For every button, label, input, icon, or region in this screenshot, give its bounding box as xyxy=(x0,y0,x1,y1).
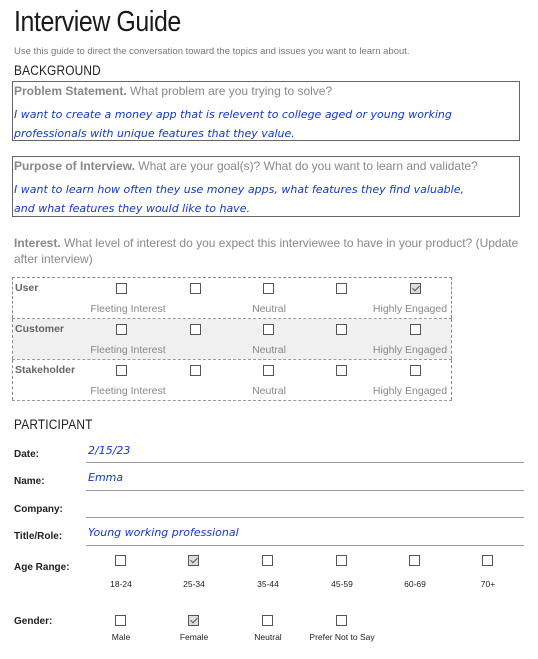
row-label: Customer xyxy=(15,323,65,335)
age-checkbox-70-plus[interactable] xyxy=(482,555,493,566)
age-option-label: 70+ xyxy=(480,579,496,589)
gender-option-label: Neutral xyxy=(254,632,282,642)
interest-checkbox[interactable] xyxy=(336,365,347,376)
interest-row-user xyxy=(13,278,452,319)
problem-statement-question: Problem Statement. What problem are you trying to solve? xyxy=(14,84,333,98)
row-label: User xyxy=(15,282,39,294)
age-option-label: 25-34 xyxy=(183,579,205,589)
age-checkbox-60-69[interactable] xyxy=(409,555,420,566)
gender-label: Gender: xyxy=(14,616,53,627)
scale-label: Fleeting Interest xyxy=(90,344,166,356)
name-value: Emma xyxy=(88,471,124,484)
age-checkbox-45-59[interactable] xyxy=(336,555,347,566)
title-role-label: Title/Role: xyxy=(14,531,63,542)
interest-checkbox[interactable] xyxy=(263,324,274,335)
date-field[interactable] xyxy=(86,462,524,463)
page-subtitle: Use this guide to direct the conversation toward the topics and issues you want to learn about. xyxy=(14,46,410,57)
page-title: Interview Guide xyxy=(14,6,181,38)
interest-checkbox[interactable] xyxy=(410,365,421,376)
interest-checkbox[interactable] xyxy=(336,283,347,294)
age-option-label: 60-69 xyxy=(404,579,426,589)
interest-checkbox[interactable] xyxy=(190,365,201,376)
purpose-answer: I want to learn how often they use money apps, what features they find valuable, and what features they would like to have. xyxy=(14,183,464,215)
name-label: Name: xyxy=(14,476,45,487)
interest-checkbox[interactable] xyxy=(410,324,421,335)
purpose-question: Purpose of Interview. What are your goal(s)? What do you want to learn and validate? xyxy=(14,159,478,173)
interest-row-customer xyxy=(13,319,452,360)
gender-option-label: Male xyxy=(111,632,131,642)
interest-checkbox[interactable] xyxy=(190,283,201,294)
participant-heading: PARTICIPANT xyxy=(14,417,93,432)
age-checkbox-25-34[interactable] xyxy=(188,555,199,566)
date-value: 2/15/23 xyxy=(88,444,131,457)
purpose-field[interactable] xyxy=(12,156,520,217)
company-label: Company: xyxy=(14,504,63,515)
scale-label: Fleeting Interest xyxy=(90,303,166,315)
title-role-value: Young working professional xyxy=(88,526,239,539)
age-option-label: 18-24 xyxy=(110,579,132,589)
gender-checkbox-neutral[interactable] xyxy=(262,615,273,626)
gender-option-label: Female xyxy=(179,632,209,642)
scale-label: Fleeting Interest xyxy=(90,385,166,397)
name-field[interactable] xyxy=(86,490,524,491)
background-heading: BACKGROUND xyxy=(14,63,101,78)
scale-label: Neutral xyxy=(252,385,286,397)
scale-label: Highly Engaged xyxy=(372,344,448,356)
row-label: Stakeholder xyxy=(15,364,76,376)
gender-checkbox-female[interactable] xyxy=(188,615,199,626)
interest-checkbox[interactable] xyxy=(116,324,127,335)
gender-checkbox-male[interactable] xyxy=(115,615,126,626)
scale-label: Highly Engaged xyxy=(372,303,448,315)
scale-label: Highly Engaged xyxy=(372,385,448,397)
age-option-label: 35-44 xyxy=(257,579,279,589)
problem-statement-answer: I want to create a money app that is relevent to college aged or young working professionals with unique features that they value. xyxy=(14,108,452,140)
interest-row-stakeholder xyxy=(13,360,452,401)
interest-checkbox[interactable] xyxy=(116,365,127,376)
gender-option-label: Prefer Not to Say xyxy=(309,632,375,642)
gender-checkbox-prefer-not[interactable] xyxy=(336,615,347,626)
interest-grid xyxy=(12,277,452,401)
title-role-field[interactable] xyxy=(86,545,524,546)
date-label: Date: xyxy=(14,449,40,460)
interest-checkbox[interactable] xyxy=(263,365,274,376)
interest-question: Interest. What level of interest do you expect this interviewee to have in your product? (Update after interview) xyxy=(14,236,519,266)
age-checkbox-35-44[interactable] xyxy=(262,555,273,566)
age-range-label: Age Range: xyxy=(14,562,70,573)
scale-label: Neutral xyxy=(252,344,286,356)
problem-statement-field[interactable] xyxy=(12,81,520,141)
scale-label: Neutral xyxy=(252,303,286,315)
interest-checkbox[interactable] xyxy=(263,283,274,294)
interest-checkbox[interactable] xyxy=(410,283,421,294)
interest-checkbox[interactable] xyxy=(190,324,201,335)
age-option-label: 45-59 xyxy=(331,579,353,589)
interest-checkbox[interactable] xyxy=(336,324,347,335)
company-field[interactable] xyxy=(86,517,524,518)
age-checkbox-18-24[interactable] xyxy=(115,555,126,566)
interest-checkbox[interactable] xyxy=(116,283,127,294)
